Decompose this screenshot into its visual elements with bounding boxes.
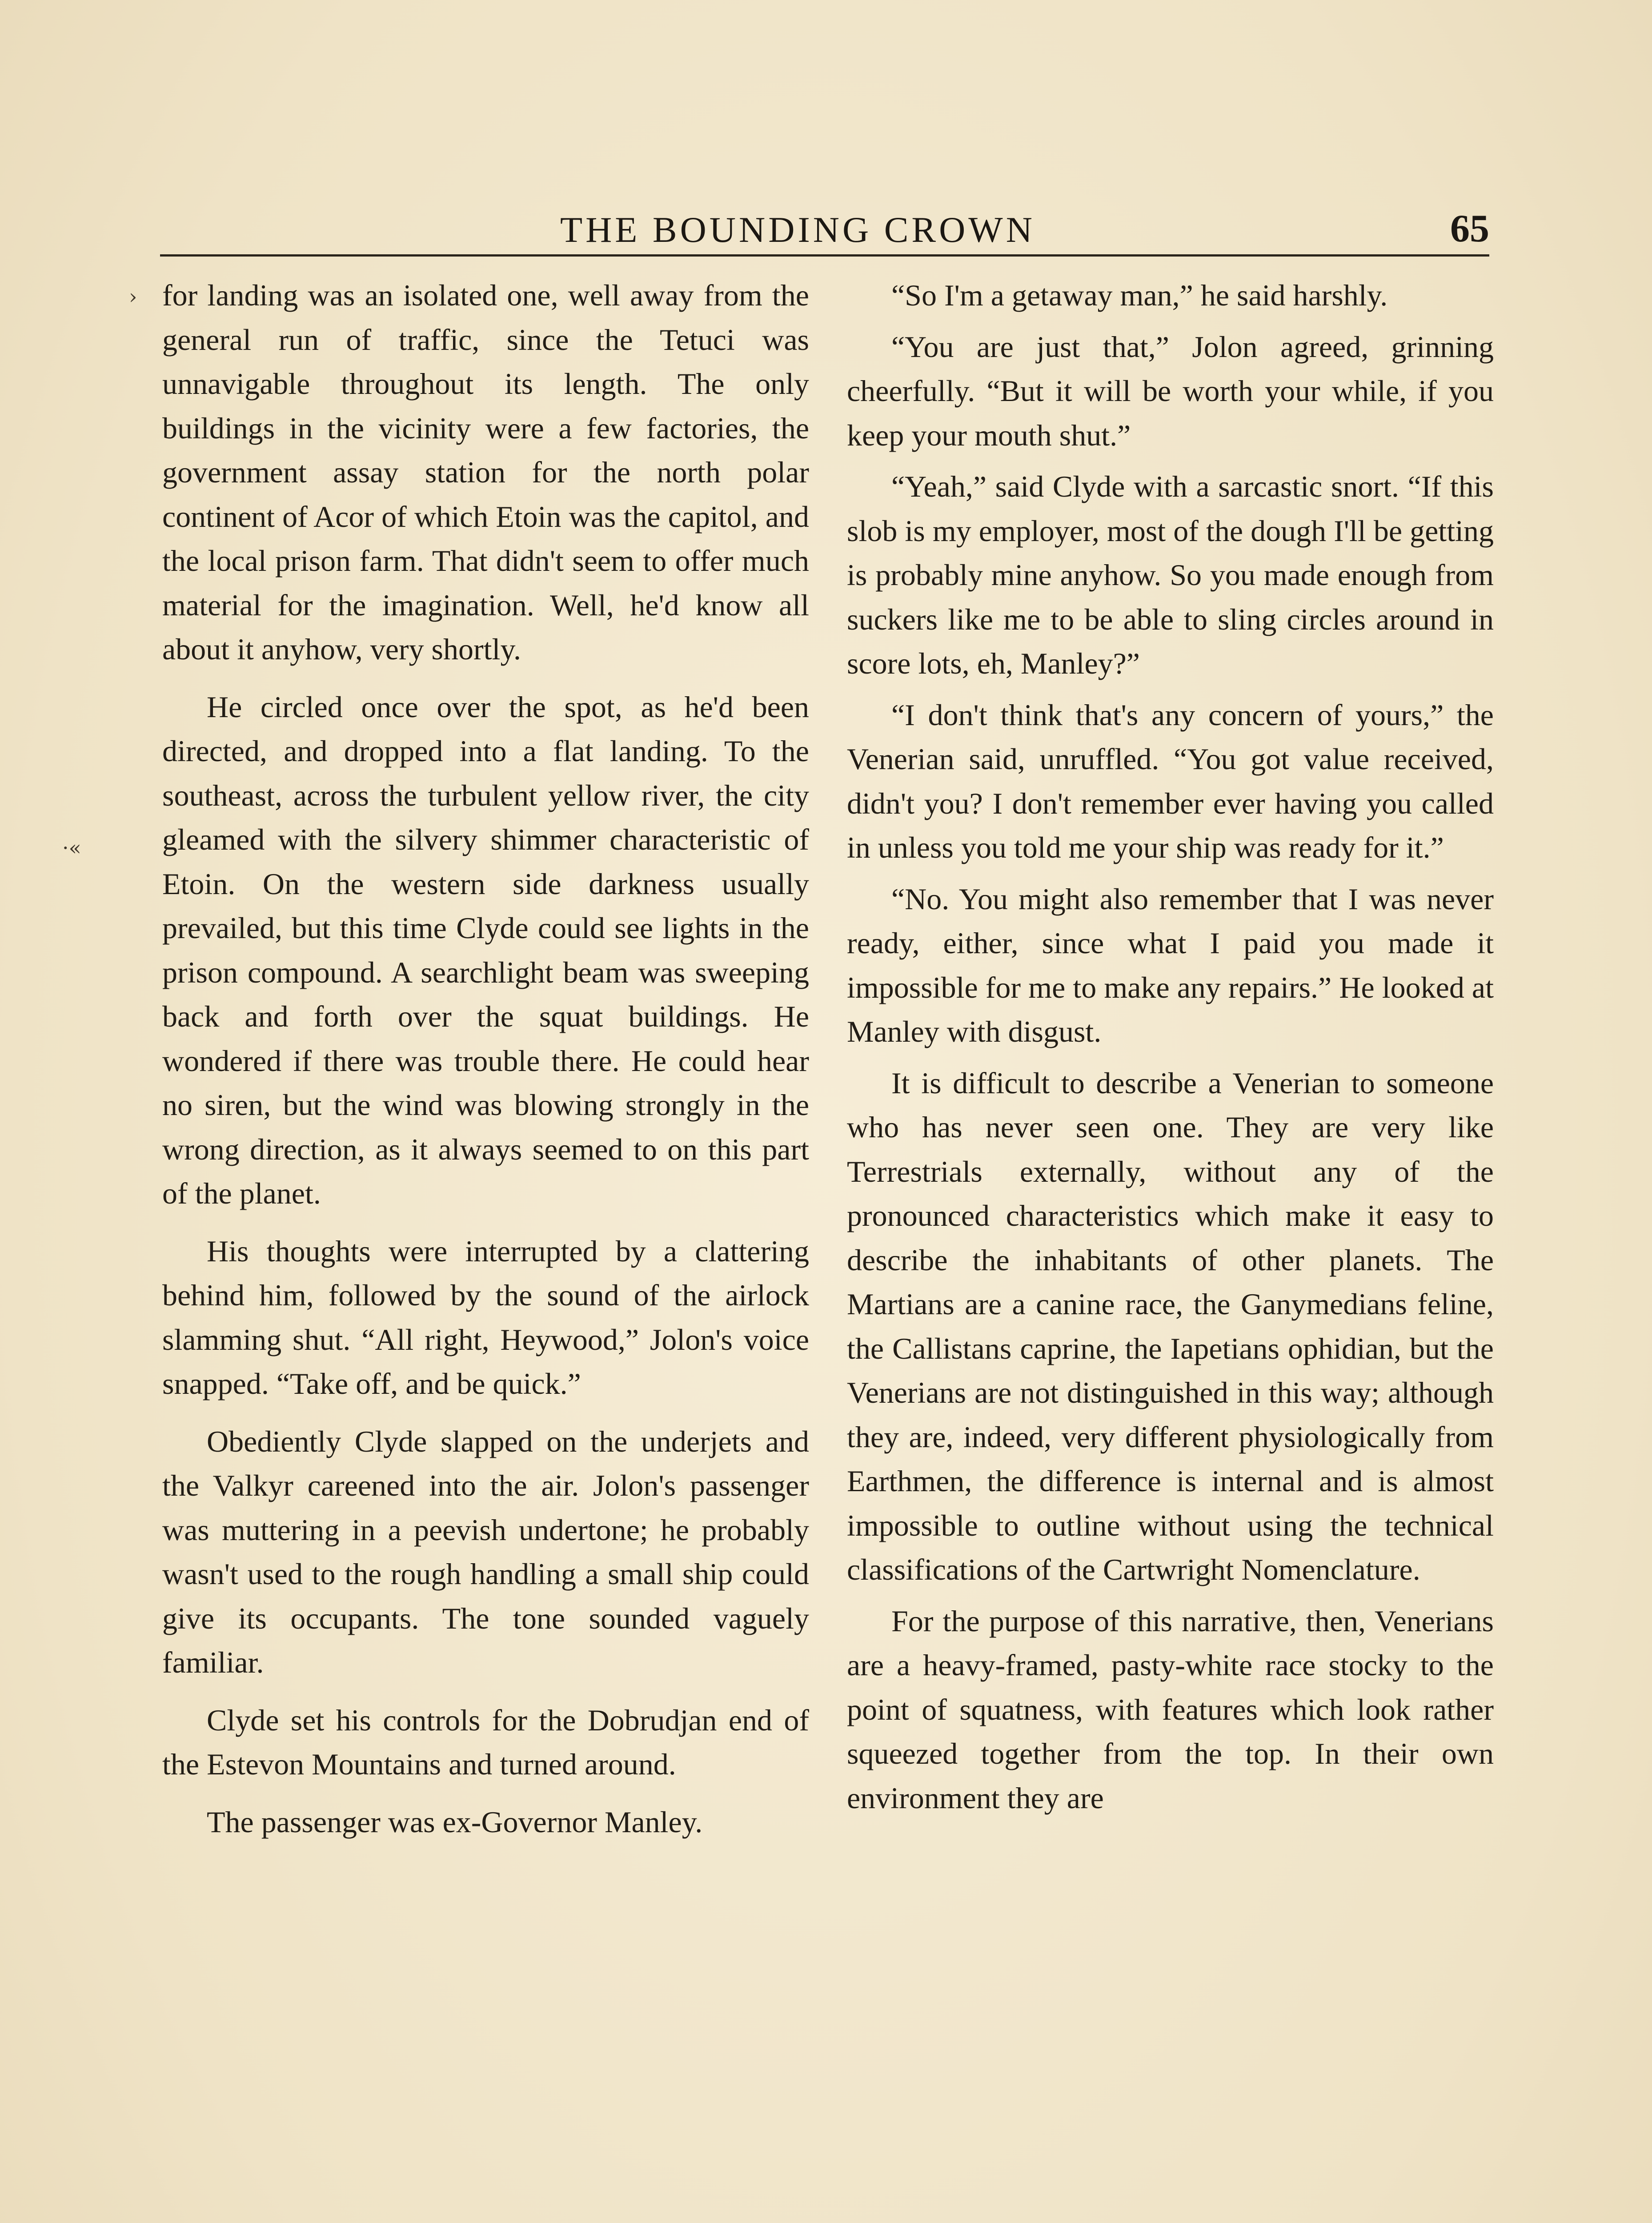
paragraph: “No. You might also remember that I was never ready, either, since what I paid you made it impossible for me to make any repairs.” He looked at Manley with disgust. bbox=[847, 882, 1494, 1048]
paragraph: It is difficult to describe a Venerian to someone who has never seen one. They are very like Terrestrials externally, without any of the pronounced characteristics which make it easy to describe the inhabitants of other planets. The Martians are a canine race, the Ganymedians feline, the Callistans caprine, the Iapetians ophidian, but the Venerians are not distinguished in this way; although they are, indeed, very different physiologically from Earthmen, the difference is internal and is almost impossible to outline without using the technical classifications of the Cartwright Nomenclature. bbox=[847, 1066, 1494, 1586]
running-head: THE BOUNDING CROWN bbox=[560, 209, 1035, 250]
margin-mark-top: › bbox=[129, 285, 137, 309]
paragraph: For the purpose of this narrative, then, Venerians are a heavy-framed, pasty-white race stocky to the point of squatness, with features which look rather squeezed together from the top. In their own environment they are bbox=[847, 1604, 1494, 1815]
paragraph: “So I'm a getaway man,” he said harshly. bbox=[891, 278, 1388, 312]
paragraph: Clyde set his controls for the Dobrudjan end of the Estevon Mountains and turned around. bbox=[162, 1703, 809, 1781]
page-header bbox=[160, 200, 1489, 253]
paragraph: for landing was an isolated one, well away from the general run of traffic, since the Tetuci was unnavigable throughout its length. The only buildings in the vicinity were a few factories, the government assay station for the north polar continent of Acor of which Etoin was the capitol, and the local prison farm. That didn't seem to offer much material for the imagination. Well, he'd know all about it anyhow, very shortly. bbox=[162, 278, 809, 666]
paragraph: Obediently Clyde slapped on the underjets and the Valkyr careened into the air. Jolon's passenger was muttering in a peevish undertone; he probably wasn't used to the rough handling a small ship could give its occupants. The tone sounded vaguely familiar. bbox=[162, 1424, 809, 1679]
paragraph: “Yeah,” said Clyde with a sarcastic snort. “If this slob is my employer, most of the dough I'll be getting is probably mine anyhow. So you made enough from suckers like me to be able to sling circles around in score lots, eh, Manley?” bbox=[847, 469, 1494, 680]
paragraph: “You are just that,” Jolon agreed, grinning cheerfully. “But it will be worth your while, if you keep your mouth shut.” bbox=[847, 329, 1494, 452]
page-number: 65 bbox=[1450, 207, 1489, 250]
header-rule bbox=[160, 254, 1489, 257]
paragraph: “I don't think that's any concern of yours,” the Venerian said, unruffled. “You got value received, didn't you? I don't remember ever having you called in unless you told me your ship was ready for it.” bbox=[847, 698, 1494, 864]
paragraph: His thoughts were interrupted by a clattering behind him, followed by the sound of the airlock slamming shut. “All right, Heywood,” Jolon's voice snapped. “Take off, and be quick.” bbox=[162, 1234, 809, 1400]
paragraph: He circled once over the spot, as he'd been directed, and dropped into a flat landing. To the southeast, across the turbulent yellow river, the city gleamed with the silvery shimmer characteristic of Etoin. On the western side darkness usually prevailed, but this time Clyde could see lights in the prison compound. A searchlight beam was sweeping back and forth over the squat buildings. He wondered if there was trouble there. He could hear no siren, but the wind was blowing strongly in the wrong direction, as it always seemed to on this part of the planet. bbox=[162, 690, 809, 1210]
paragraph: The passenger was ex-Governor Manley. bbox=[207, 1805, 703, 1839]
margin-mark-mid: ·« bbox=[62, 836, 81, 860]
left-column bbox=[162, 273, 809, 1858]
right-column bbox=[847, 273, 1494, 1827]
